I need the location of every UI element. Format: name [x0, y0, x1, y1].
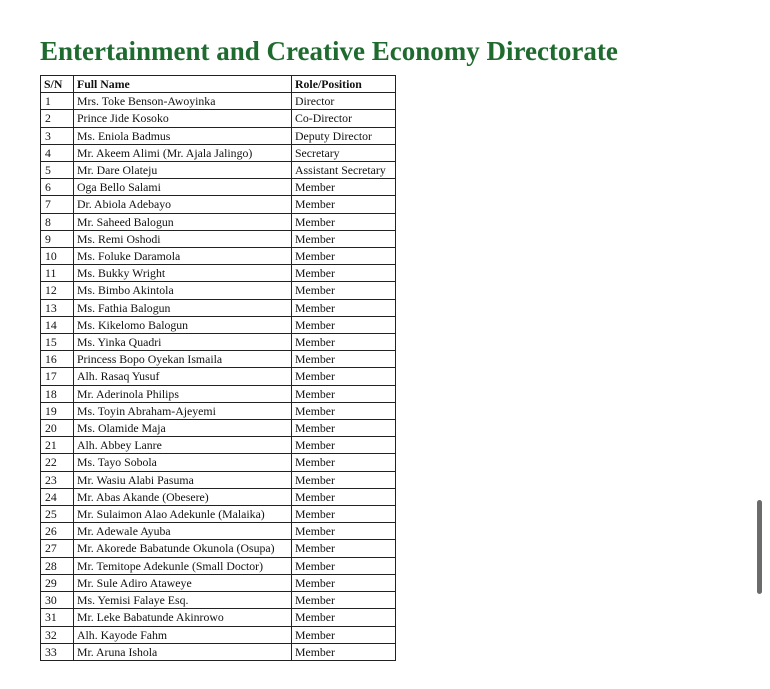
- table-row: [41, 196, 396, 213]
- table-row: [41, 643, 396, 660]
- cell-sn: 18: [41, 385, 74, 402]
- cell-full-name: Mr. Dare Olateju: [74, 162, 292, 179]
- cell-role-position: Member: [292, 437, 396, 454]
- cell-full-name: Ms. Eniola Badmus: [74, 127, 292, 144]
- cell-sn: 25: [41, 506, 74, 523]
- cell-sn: 10: [41, 248, 74, 265]
- cell-sn: 14: [41, 316, 74, 333]
- cell-full-name: Mrs. Toke Benson-Awoyinka: [74, 93, 292, 110]
- table-row: [41, 488, 396, 505]
- cell-role-position: Member: [292, 248, 396, 265]
- cell-role-position: Member: [292, 488, 396, 505]
- table-row: [41, 385, 396, 402]
- cell-role-position: Secretary: [292, 144, 396, 161]
- table-row: [41, 471, 396, 488]
- cell-sn: 2: [41, 110, 74, 127]
- table-row: [41, 626, 396, 643]
- cell-sn: 15: [41, 334, 74, 351]
- cell-role-position: Member: [292, 213, 396, 230]
- cell-role-position: Co-Director: [292, 110, 396, 127]
- table-row: [41, 454, 396, 471]
- directorate-table: [40, 75, 396, 661]
- cell-sn: 16: [41, 351, 74, 368]
- cell-full-name: Mr. Adewale Ayuba: [74, 523, 292, 540]
- cell-sn: 7: [41, 196, 74, 213]
- cell-sn: 30: [41, 592, 74, 609]
- cell-role-position: Member: [292, 179, 396, 196]
- table-row: [41, 144, 396, 161]
- table-row: [41, 93, 396, 110]
- cell-full-name: Mr. Akorede Babatunde Okunola (Osupa): [74, 540, 292, 557]
- table-body: [41, 93, 396, 661]
- cell-full-name: Alh. Abbey Lanre: [74, 437, 292, 454]
- cell-full-name: Ms. Tayo Sobola: [74, 454, 292, 471]
- cell-role-position: Member: [292, 471, 396, 488]
- cell-sn: 8: [41, 213, 74, 230]
- table-row: [41, 230, 396, 247]
- cell-role-position: Member: [292, 402, 396, 419]
- cell-full-name: Ms. Foluke Daramola: [74, 248, 292, 265]
- cell-sn: 4: [41, 144, 74, 161]
- cell-sn: 5: [41, 162, 74, 179]
- cell-role-position: Member: [292, 385, 396, 402]
- cell-role-position: Member: [292, 609, 396, 626]
- cell-role-position: Member: [292, 368, 396, 385]
- cell-full-name: Ms. Yinka Quadri: [74, 334, 292, 351]
- vertical-scrollbar[interactable]: [757, 500, 762, 594]
- cell-sn: 23: [41, 471, 74, 488]
- cell-sn: 27: [41, 540, 74, 557]
- cell-role-position: Member: [292, 523, 396, 540]
- table-row: [41, 368, 396, 385]
- cell-full-name: Mr. Sulaimon Alao Adekunle (Malaika): [74, 506, 292, 523]
- cell-role-position: Assistant Secretary: [292, 162, 396, 179]
- table-row: [41, 437, 396, 454]
- cell-full-name: Mr. Leke Babatunde Akinrowo: [74, 609, 292, 626]
- table-row: [41, 162, 396, 179]
- cell-sn: 20: [41, 420, 74, 437]
- cell-role-position: Member: [292, 420, 396, 437]
- cell-full-name: Mr. Aruna Ishola: [74, 643, 292, 660]
- cell-role-position: Member: [292, 540, 396, 557]
- cell-full-name: Oga Bello Salami: [74, 179, 292, 196]
- cell-role-position: Member: [292, 196, 396, 213]
- cell-role-position: Member: [292, 592, 396, 609]
- cell-full-name: Dr. Abiola Adebayo: [74, 196, 292, 213]
- table-row: [41, 110, 396, 127]
- cell-role-position: Member: [292, 626, 396, 643]
- cell-role-position: Member: [292, 265, 396, 282]
- cell-role-position: Member: [292, 282, 396, 299]
- cell-full-name: Mr. Temitope Adekunle (Small Doctor): [74, 557, 292, 574]
- cell-sn: 12: [41, 282, 74, 299]
- table-row: [41, 574, 396, 591]
- cell-sn: 24: [41, 488, 74, 505]
- cell-role-position: Member: [292, 574, 396, 591]
- table-row: [41, 557, 396, 574]
- header-full-name: Full Name: [74, 76, 292, 93]
- cell-full-name: Ms. Bukky Wright: [74, 265, 292, 282]
- cell-sn: 17: [41, 368, 74, 385]
- cell-role-position: Member: [292, 299, 396, 316]
- cell-role-position: Member: [292, 557, 396, 574]
- cell-sn: 26: [41, 523, 74, 540]
- cell-sn: 29: [41, 574, 74, 591]
- cell-role-position: Member: [292, 643, 396, 660]
- cell-full-name: Ms. Bimbo Akintola: [74, 282, 292, 299]
- cell-full-name: Ms. Olamide Maja: [74, 420, 292, 437]
- table-row: [41, 402, 396, 419]
- table-row: [41, 609, 396, 626]
- cell-full-name: Princess Bopo Oyekan Ismaila: [74, 351, 292, 368]
- cell-role-position: Director: [292, 93, 396, 110]
- cell-sn: 11: [41, 265, 74, 282]
- cell-full-name: Alh. Kayode Fahm: [74, 626, 292, 643]
- table-row: [41, 127, 396, 144]
- table-row: [41, 540, 396, 557]
- cell-full-name: Mr. Akeem Alimi (Mr. Ajala Jalingo): [74, 144, 292, 161]
- cell-sn: 21: [41, 437, 74, 454]
- table-row: [41, 299, 396, 316]
- cell-full-name: Ms. Fathia Balogun: [74, 299, 292, 316]
- cell-sn: 19: [41, 402, 74, 419]
- cell-full-name: Mr. Saheed Balogun: [74, 213, 292, 230]
- cell-role-position: Deputy Director: [292, 127, 396, 144]
- table-row: [41, 282, 396, 299]
- cell-sn: 3: [41, 127, 74, 144]
- cell-sn: 33: [41, 643, 74, 660]
- cell-full-name: Ms. Kikelomo Balogun: [74, 316, 292, 333]
- cell-sn: 31: [41, 609, 74, 626]
- cell-full-name: Ms. Yemisi Falaye Esq.: [74, 592, 292, 609]
- table-row: [41, 316, 396, 333]
- cell-role-position: Member: [292, 334, 396, 351]
- table-header-row: [41, 76, 396, 93]
- table-row: [41, 420, 396, 437]
- page-title: Entertainment and Creative Economy Directorate: [40, 36, 618, 66]
- cell-full-name: Mr. Abas Akande (Obesere): [74, 488, 292, 505]
- cell-sn: 13: [41, 299, 74, 316]
- cell-sn: 9: [41, 230, 74, 247]
- cell-sn: 6: [41, 179, 74, 196]
- cell-full-name: Alh. Rasaq Yusuf: [74, 368, 292, 385]
- table-row: [41, 179, 396, 196]
- table-row: [41, 523, 396, 540]
- cell-full-name: Mr. Wasiu Alabi Pasuma: [74, 471, 292, 488]
- cell-full-name: Ms. Remi Oshodi: [74, 230, 292, 247]
- cell-role-position: Member: [292, 454, 396, 471]
- cell-full-name: Prince Jide Kosoko: [74, 110, 292, 127]
- table-row: [41, 506, 396, 523]
- cell-role-position: Member: [292, 506, 396, 523]
- cell-sn: 22: [41, 454, 74, 471]
- table-row: [41, 265, 396, 282]
- cell-full-name: Mr. Aderinola Philips: [74, 385, 292, 402]
- cell-full-name: Ms. Toyin Abraham-Ajeyemi: [74, 402, 292, 419]
- header-role-position: Role/Position: [292, 76, 396, 93]
- cell-role-position: Member: [292, 351, 396, 368]
- cell-sn: 1: [41, 93, 74, 110]
- table-row: [41, 592, 396, 609]
- cell-sn: 32: [41, 626, 74, 643]
- table-row: [41, 334, 396, 351]
- table-row: [41, 213, 396, 230]
- cell-sn: 28: [41, 557, 74, 574]
- header-sn: S/N: [41, 76, 74, 93]
- table-row: [41, 248, 396, 265]
- cell-full-name: Mr. Sule Adiro Ataweye: [74, 574, 292, 591]
- cell-role-position: Member: [292, 316, 396, 333]
- table-row: [41, 351, 396, 368]
- cell-role-position: Member: [292, 230, 396, 247]
